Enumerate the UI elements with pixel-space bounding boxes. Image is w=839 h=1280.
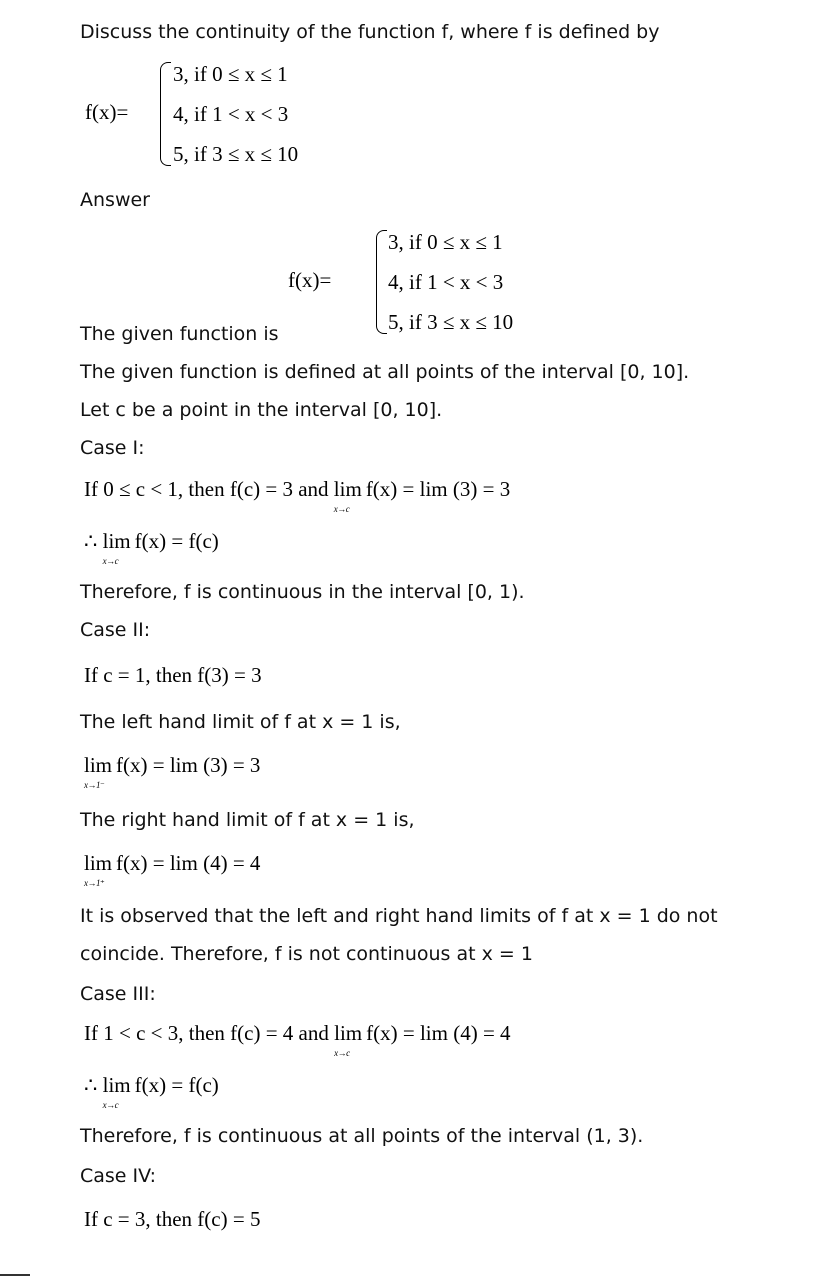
case2-label: Case II: — [80, 619, 151, 641]
case1-label: Case I: — [80, 437, 145, 459]
case3-math-rhs: f(x) = lim (4) = 4 — [366, 1021, 511, 1045]
given-function-text: The given function is — [80, 323, 279, 345]
answer-label: Answer — [80, 189, 150, 211]
case3-math-line2 — [84, 1072, 219, 1110]
therefore-symbol: ∴ — [84, 529, 98, 553]
lim-word: lim — [333, 477, 362, 501]
lim-subscript: x→c — [102, 556, 119, 566]
piecewise-brace — [376, 230, 387, 334]
limit-expression — [102, 1072, 131, 1110]
piecewise-case: 5, if 3 ≤ x ≤ 10 — [173, 142, 299, 166]
lim-subscript: x→c — [102, 1100, 119, 1110]
case3-math2-rhs: f(x) = f(c) — [134, 1073, 219, 1097]
piecewise-lhs: f(x)= — [288, 268, 332, 292]
defined-at-text: The given function is defined at all points of the interval [0, 10]. — [80, 361, 690, 383]
limit-expression — [102, 528, 131, 566]
piecewise-definition — [85, 60, 345, 170]
lim-subscript: x→c — [334, 1048, 350, 1058]
right-limit-text: The right hand limit of f at x = 1 is, — [80, 809, 415, 831]
case1-math-text: If 0 ≤ c < 1, then f(c) = 3 and — [84, 477, 329, 501]
lim-word: lim — [102, 529, 131, 553]
piecewise-case: 3, if 0 ≤ x ≤ 1 — [388, 230, 503, 254]
piecewise-lhs: f(x)= — [85, 100, 129, 124]
case3-math-text: If 1 < c < 3, then f(c) = 4 and — [84, 1021, 329, 1045]
left-limit-rhs: f(x) = lim (3) = 3 — [116, 753, 261, 777]
right-limit-math — [84, 850, 261, 888]
right-limit-rhs: f(x) = lim (4) = 4 — [116, 851, 261, 875]
therefore-symbol: ∴ — [84, 1073, 98, 1097]
lim-subscript: x→1⁻ — [84, 780, 105, 790]
case4-math-text: If c = 3, then f(c) = 5 — [84, 1207, 261, 1231]
piecewise-case: 5, if 3 ≤ x ≤ 10 — [388, 310, 514, 334]
case1-conclusion: Therefore, f is continuous in the interval [0, 1). — [80, 581, 525, 603]
case1-math-line1 — [84, 476, 511, 514]
case3-math-line1 — [84, 1020, 511, 1058]
piecewise-case: 4, if 1 < x < 3 — [173, 102, 289, 126]
lim-word: lim — [102, 1073, 131, 1097]
left-limit-math — [84, 752, 261, 790]
limit-expression — [333, 476, 362, 514]
limit-expression — [334, 1020, 363, 1058]
piecewise-definition-answer — [288, 228, 558, 338]
question-text: Discuss the continuity of the function f, where f is defined by — [80, 21, 660, 43]
case3-conclusion: Therefore, f is continuous at all points of the interval (1, 3). — [80, 1125, 644, 1147]
lim-word: lim — [334, 1021, 363, 1045]
case1-math-rhs: f(x) = lim (3) = 3 — [365, 477, 511, 501]
coincide-text: coincide. Therefore, f is not continuous at x = 1 — [80, 943, 533, 965]
limit-expression — [84, 850, 113, 888]
lim-word: lim — [84, 851, 113, 875]
case2-math-text: If c = 1, then f(3) = 3 — [84, 663, 262, 687]
piecewise-brace — [160, 62, 171, 166]
piecewise-case: 4, if 1 < x < 3 — [388, 270, 504, 294]
case4-label: Case IV: — [80, 1165, 156, 1187]
limit-expression — [84, 752, 113, 790]
lim-subscript: x→1⁺ — [84, 878, 105, 888]
case1-math-line2 — [84, 528, 219, 566]
case3-label: Case III: — [80, 983, 156, 1005]
observed-text: It is observed that the left and right hand limits of f at x = 1 do not — [80, 905, 718, 927]
case4-math-line1 — [84, 1206, 260, 1232]
let-c-text: Let c be a point in the interval [0, 10]. — [80, 399, 443, 421]
bottom-divider — [0, 1274, 30, 1276]
lim-subscript: x→c — [333, 504, 350, 514]
piecewise-case: 3, if 0 ≤ x ≤ 1 — [173, 62, 288, 86]
left-limit-text: The left hand limit of f at x = 1 is, — [80, 711, 401, 733]
lim-word: lim — [84, 753, 113, 777]
case2-math-line1 — [84, 662, 262, 688]
case1-math2-rhs: f(x) = f(c) — [134, 529, 219, 553]
